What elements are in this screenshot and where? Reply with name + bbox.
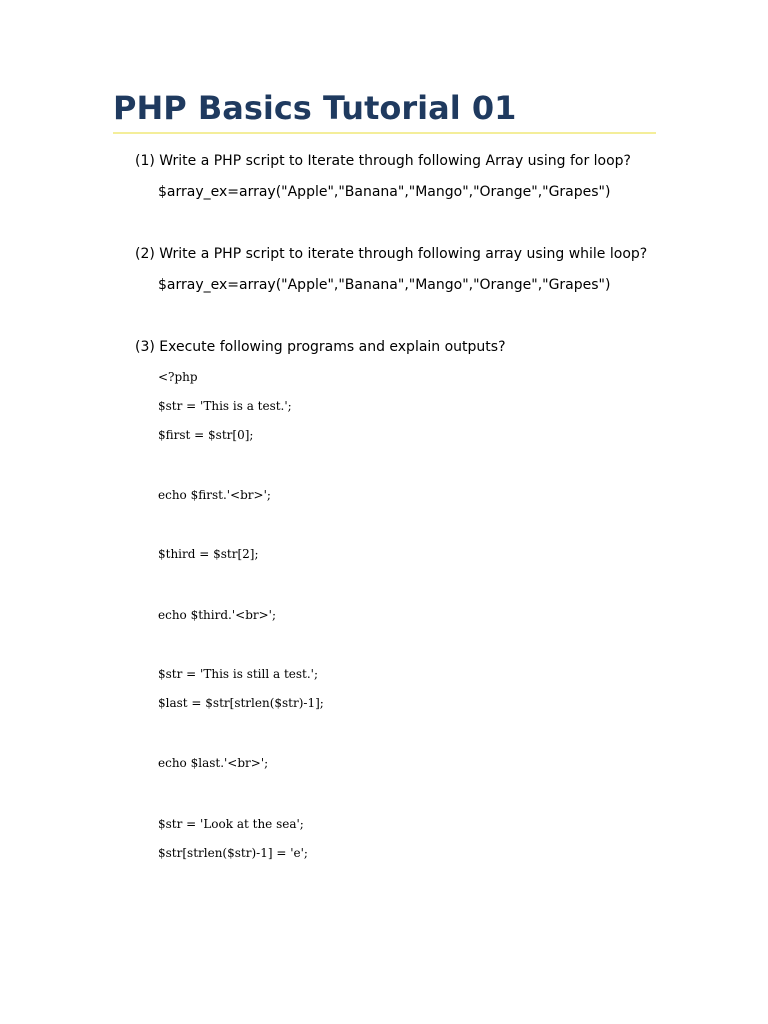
question-2: (2) Write a PHP script to iterate through following array using while loop? [135,246,648,262]
code-line: echo $last.'<br>'; [158,756,269,770]
code-line: $third = $str[2]; [158,547,259,561]
page-title: PHP Basics Tutorial 01 [113,89,517,127]
code-line: $last = $str[strlen($str)-1]; [158,696,324,710]
code-line: $str = 'Look at the sea'; [158,817,304,831]
code-line: $str = 'This is a test.'; [158,399,292,413]
code-line: $str = 'This is still a test.'; [158,667,319,681]
question-1-array: $array_ex=array("Apple","Banana","Mango","Orange","Grapes") [158,184,611,200]
question-1: (1) Write a PHP script to Iterate through following Array using for loop? [135,153,631,169]
question-3: (3) Execute following programs and explain outputs? [135,339,506,355]
code-line: <?php [158,370,198,384]
code-line: $first = $str[0]; [158,428,254,442]
title-underline [113,132,656,134]
code-line: $str[strlen($str)-1] = 'e'; [158,846,308,860]
code-line: echo $third.'<br>'; [158,608,277,622]
code-line: echo $first.'<br>'; [158,488,271,502]
question-2-array: $array_ex=array("Apple","Banana","Mango","Orange","Grapes") [158,277,611,293]
